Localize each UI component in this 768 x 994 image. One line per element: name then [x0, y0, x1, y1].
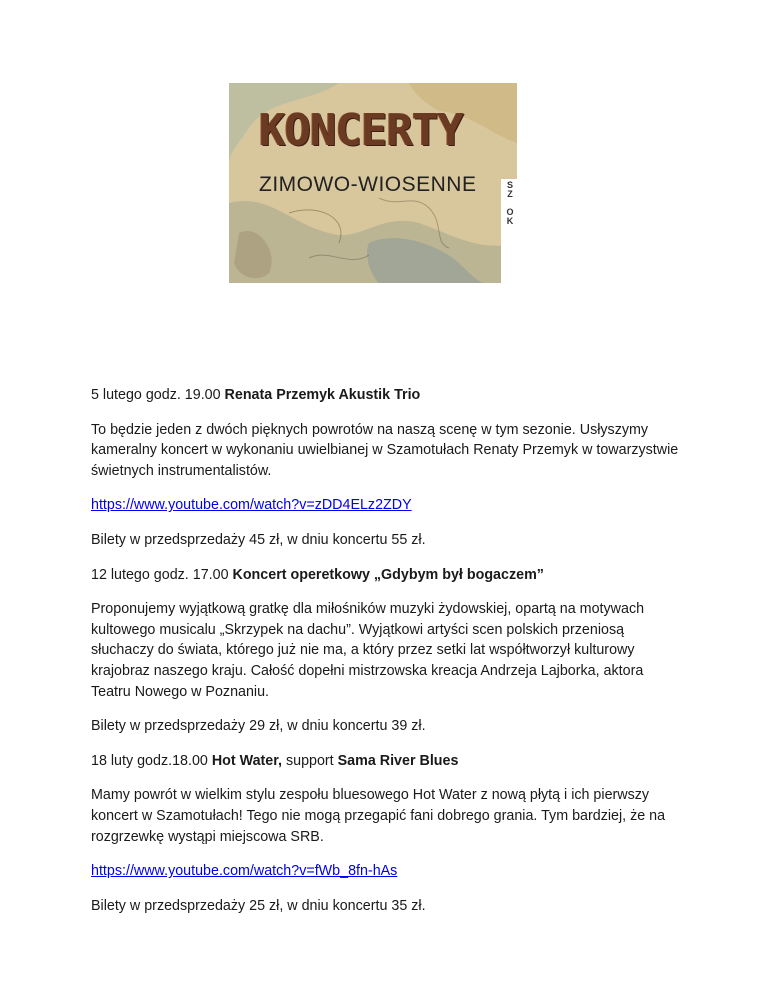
- event-2-description: Proponujemy wyjątkową gratkę dla miłośników muzyki żydowskiej, opartą na motywach kultowego musicalu „Skrzypek na dachu”. Wyjątkowi artyści scen polskich przeniosą słuchaczy do świata, którego już nie ma, a który przez setki lat współtworzył kulturowy krajobraz naszego kraju. Całość dopełni mistrzowska kreacja Andrzeja Lajborka, aktora Teatru Nowego w Poznaniu.: [91, 601, 645, 700]
- event-1-link-paragraph: [91, 495, 681, 516]
- event-1-youtube-link[interactable]: https://www.youtube.com/watch?v=zDD4ELz2ZDY: [91, 497, 412, 514]
- event-1-tickets: Bilety w przedsprzedaży 45 zł, w dniu koncertu 55 zł.: [91, 531, 426, 548]
- event-3-support-name: Sama River Blues: [337, 752, 459, 769]
- document-body: [91, 385, 681, 930]
- event-2-heading: [91, 565, 681, 586]
- concert-poster: [229, 83, 517, 283]
- szok-logo: S Z O K: [506, 180, 514, 226]
- event-3-tickets: Bilety w przedsprzedaży 25 zł, w dniu koncertu 35 zł.: [91, 897, 426, 914]
- event-1-name: Renata Przemyk Akustik Trio: [224, 387, 421, 403]
- event-3-support-label: support: [282, 752, 338, 769]
- event-3-heading: [91, 751, 681, 772]
- event-3-link-paragraph: [91, 861, 681, 882]
- event-2-name: Koncert operetkowy „Gdybym był bogaczem”: [232, 566, 544, 583]
- event-1-date: 5 lutego godz. 19.00: [91, 387, 225, 403]
- event-2-date: 12 lutego godz. 17.00: [91, 566, 233, 583]
- event-1-description: To będzie jeden z dwóch pięknych powrotów na naszą scenę w tym sezonie. Usłyszymy kameralny koncert w wykonaniu uwielbianej w Szamotułach Renaty Przemyk w towarzystwie świetnych instrumentalistów.: [91, 421, 679, 479]
- event-3-description: Mamy powrót w wielkim stylu zespołu bluesowego Hot Water z nową płytą i ich pierwszy koncert w Szamotułach! Tego nie mogą przegapić fani dobrego grania. Tym bardziej, że na rozgrzewkę wystąpi miejscowa SRB.: [91, 787, 666, 845]
- poster-title: KONCERTY: [259, 105, 463, 156]
- event-3-name: Hot Water,: [211, 752, 282, 769]
- event-3-date: 18 luty godz.18.00: [91, 752, 212, 769]
- event-2-tickets: Bilety w przedsprzedaży 29 zł, w dniu koncertu 39 zł.: [91, 718, 426, 735]
- poster-subtitle: ZIMOWO-WIOSENNE: [259, 173, 477, 196]
- event-3-youtube-link[interactable]: https://www.youtube.com/watch?v=fWb_8fn-hAs: [91, 863, 398, 880]
- event-1-heading: [91, 385, 681, 406]
